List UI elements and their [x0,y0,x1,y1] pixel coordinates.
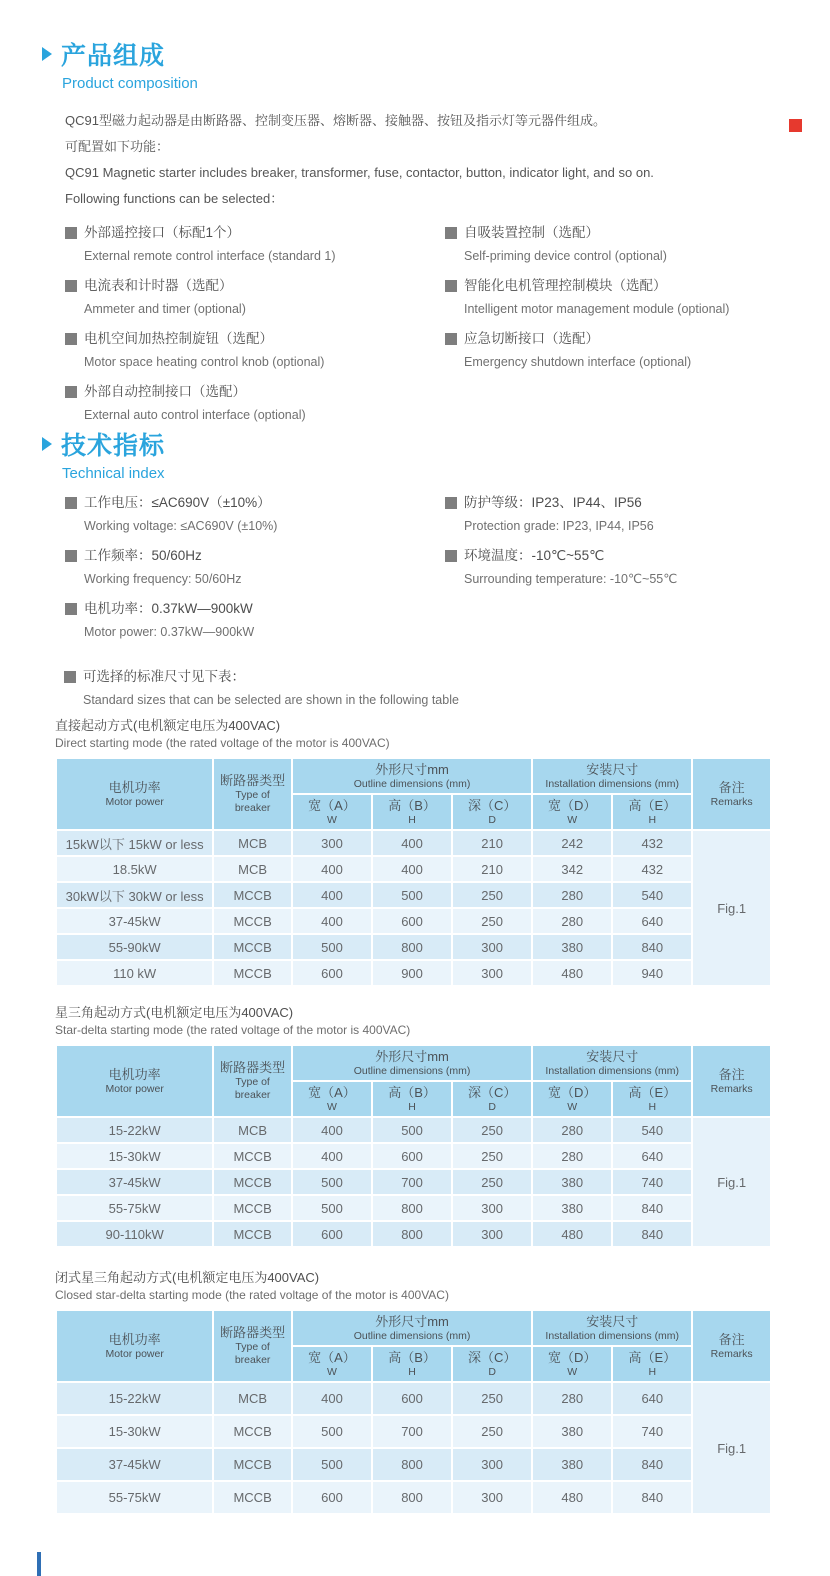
square-bullet-icon [445,550,457,562]
table-cell: 18.5kW [56,856,213,882]
triangle-bullet-icon [42,437,52,451]
table-cell: 740 [612,1415,692,1448]
square-bullet-icon [65,386,77,398]
table-cell: 840 [612,1481,692,1514]
header-width-a: 宽（A） W [292,794,372,830]
feature-column-left [65,222,445,434]
section-header [42,36,790,72]
table-cell: 250 [452,1415,532,1448]
table-cell: 380 [532,1169,612,1195]
section-title-cn: 技术指标 [61,432,166,460]
table-cell: 480 [532,1221,612,1247]
table-row [56,1481,771,1514]
table-cell: 280 [532,908,612,934]
table-cell: 500 [292,1448,372,1481]
table-cell: 400 [292,1143,372,1169]
table-block-closed-star-delta [55,1268,772,1515]
table-cell: 940 [612,960,692,986]
table-cell: 280 [532,882,612,908]
table-cell: 500 [292,1415,372,1448]
table-header-row [56,758,771,830]
table-cell: 250 [452,1169,532,1195]
table-cell: 600 [372,908,452,934]
table-cell: 500 [372,882,452,908]
table-body [56,1382,771,1514]
feature-cn: 电机空间加热控制旋钮（选配） [84,331,273,346]
table-cell: 700 [372,1415,452,1448]
header-remarks: 备注 Remarks [692,1310,771,1382]
table-cell: 55-75kW [56,1481,213,1514]
header-width-d: 宽（D） W [532,1081,612,1117]
table-cell: 37-45kW [56,1448,213,1481]
table-title-en: Closed star-delta starting mode (the rated voltage of the motor is 400VAC) [55,1288,449,1302]
table-row [56,1382,771,1415]
table-cell: 250 [452,908,532,934]
star-delta-table [55,1044,772,1248]
header-outline-dimensions: 外形尺寸mm Outline dimensions (mm) [292,1310,532,1346]
table-cell: 280 [532,1143,612,1169]
header-height-b: 高（B） H [372,1081,452,1117]
header-width-a: 宽（A） W [292,1081,372,1117]
table-cell: 700 [372,1169,452,1195]
table-row [56,1117,771,1143]
spec-item [65,598,445,643]
square-bullet-icon [445,227,457,239]
table-cell: 800 [372,934,452,960]
table-block-star-delta [55,1003,772,1248]
remark-cell: Fig.1 [692,1382,771,1514]
table-cell: 432 [612,830,692,856]
table-cell: 540 [612,882,692,908]
spec-column-right [445,492,790,651]
feature-cn: 外部自动控制接口（选配） [84,384,246,399]
header-outline-dimensions: 外形尺寸mm Outline dimensions (mm) [292,1045,532,1081]
feature-en: External auto control interface (optional) [84,408,306,422]
table-row [56,960,771,986]
remark-cell: Fig.1 [692,830,771,986]
header-outline-dimensions: 外形尺寸mm Outline dimensions (mm) [292,758,532,794]
table-cell: MCCB [213,1143,292,1169]
table-cell: 300 [292,830,372,856]
spec-cn: 电机功率：0.37kW—900kW [84,601,253,616]
feature-cn: 自吸装置控制（选配） [464,225,599,240]
table-cell: 280 [532,1117,612,1143]
table-cell: 15-30kW [56,1415,213,1448]
header-height-b: 高（B） H [372,794,452,830]
table-cell: 300 [452,934,532,960]
table-cell: 250 [452,1143,532,1169]
feature-en: External remote control interface (standard 1) [84,249,336,263]
table-cell: 400 [372,830,452,856]
header-depth-c: 深（C） D [452,1346,532,1382]
table-header-row [56,1310,771,1382]
table-cell: MCB [213,1117,292,1143]
table-cell: 800 [372,1481,452,1514]
table-cell: 480 [532,960,612,986]
table-cell: 800 [372,1195,452,1221]
table-block-direct-starting [55,716,772,987]
table-title-en: Star-delta starting mode (the rated voltage of the motor is 400VAC) [55,1023,411,1037]
table-cell: 380 [532,1448,612,1481]
table-cell: 55-75kW [56,1195,213,1221]
table-title-cn: 直接起动方式(电机额定电压为400VAC) [55,718,281,733]
table-cell: 600 [372,1382,452,1415]
note-cn: 可选择的标准尺寸见下表： [83,669,245,684]
table-cell: 500 [292,934,372,960]
table-cell: 500 [372,1117,452,1143]
table-cell: 740 [612,1169,692,1195]
table-row [56,856,771,882]
header-motor-power: 电机功率 Motor power [56,1045,213,1117]
feature-item [65,381,445,426]
spec-en: Protection grade: IP23, IP44, IP56 [464,519,654,533]
spec-en: Surrounding temperature: -10℃~55℃ [464,572,678,586]
table-cell: 600 [372,1143,452,1169]
header-height-e: 高（E） H [612,1346,692,1382]
table-cell: 300 [452,1221,532,1247]
table-cell: 210 [452,856,532,882]
table-cell: MCCB [213,1481,292,1514]
feature-columns [65,222,790,434]
table-cell: 37-45kW [56,908,213,934]
table-cell: 600 [292,1481,372,1514]
header-breaker-type: 断路器类型 Type of breaker [213,758,292,830]
table-cell: 90-110kW [56,1221,213,1247]
table-cell: MCCB [213,1415,292,1448]
spec-item [445,492,790,537]
table-row [56,908,771,934]
table-header-row [56,1045,771,1117]
triangle-bullet-icon [42,47,52,61]
table-cell: 480 [532,1481,612,1514]
feature-column-right [445,222,790,434]
table-row [56,1195,771,1221]
table-cell: 380 [532,934,612,960]
header-motor-power: 电机功率 Motor power [56,758,213,830]
feature-cn: 电流表和计时器（选配） [84,278,233,293]
intro-paragraph-cn: QC91型磁力起动器是由断路器、控制变压器、熔断器、接触器、按钮及指示灯等元器件组成。 [65,113,606,128]
section-product-composition [42,36,790,434]
square-bullet-icon [445,280,457,292]
table-cell: 400 [292,1117,372,1143]
header-height-e: 高（E） H [612,794,692,830]
table-cell: 600 [292,1221,372,1247]
table-row [56,1448,771,1481]
table-row [56,1169,771,1195]
section-title-cn: 产品组成 [61,42,166,70]
feature-cn: 外部遥控接口（标配1个） [84,225,241,240]
table-cell: 15-22kW [56,1117,213,1143]
closed-star-delta-table [55,1309,772,1515]
feature-en: Emergency shutdown interface (optional) [464,355,692,369]
header-breaker-type: 断路器类型 Type of breaker [213,1310,292,1382]
table-cell: MCCB [213,1448,292,1481]
feature-item [65,275,445,320]
spec-en: Motor power: 0.37kW—900kW [84,625,255,639]
table-cell: MCCB [213,960,292,986]
table-body [56,830,771,986]
spec-item [445,545,790,590]
table-cell: 900 [372,960,452,986]
table-cell: 400 [372,856,452,882]
table-cell: 110 kW [56,960,213,986]
spec-column-left [65,492,445,651]
table-cell: 300 [452,1195,532,1221]
table-cell: 250 [452,882,532,908]
table-cell: 400 [292,908,372,934]
note-en: Standard sizes that can be selected are shown in the following table [83,693,459,707]
section-title-en: Technical index [62,465,165,482]
square-bullet-icon [65,227,77,239]
table-row [56,1143,771,1169]
table-cell: 400 [292,1382,372,1415]
table-cell: 380 [532,1195,612,1221]
square-bullet-icon [65,280,77,292]
table-cell: 840 [612,1221,692,1247]
table-cell: MCCB [213,1221,292,1247]
table-body [56,1117,771,1247]
table-title-cn: 星三角起动方式(电机额定电压为400VAC) [55,1005,294,1020]
feature-item [65,222,445,267]
table-cell: 400 [292,856,372,882]
table-cell: 500 [292,1195,372,1221]
table-row [56,934,771,960]
feature-item [65,328,445,373]
table-cell: 37-45kW [56,1169,213,1195]
square-bullet-icon [65,550,77,562]
table-cell: 432 [612,856,692,882]
table-cell: 55-90kW [56,934,213,960]
table-row [56,882,771,908]
header-installation-dimensions: 安装尺寸 Installation dimensions (mm) [532,1045,692,1081]
feature-en: Ammeter and timer (optional) [84,302,246,316]
table-title-cn: 闭式星三角起动方式(电机额定电压为400VAC) [55,1270,320,1285]
table-cell: 840 [612,1448,692,1481]
table-cell: 600 [292,960,372,986]
feature-item [445,328,790,373]
standard-size-note [64,666,459,719]
spec-en: Working voltage: ≤AC690V (±10%) [84,519,278,533]
section-header [42,426,790,462]
table-cell: 300 [452,1481,532,1514]
blue-edge-mark [37,1552,41,1576]
feature-en: Self-priming device control (optional) [464,249,667,263]
table-cell: 640 [612,1382,692,1415]
spec-cn: 工作频率：50/60Hz [84,548,202,563]
table-cell: 300 [452,1448,532,1481]
table-cell: 280 [532,1382,612,1415]
square-bullet-icon [445,497,457,509]
square-bullet-icon [64,671,76,683]
table-cell: 15-30kW [56,1143,213,1169]
header-width-a: 宽（A） W [292,1346,372,1382]
table-cell: 342 [532,856,612,882]
section-title-en: Product composition [62,75,198,92]
feature-item [445,222,790,267]
spec-item [65,545,445,590]
header-breaker-type: 断路器类型 Type of breaker [213,1045,292,1117]
table-cell: MCCB [213,1169,292,1195]
feature-cn: 智能化电机管理控制模块（选配） [464,278,667,293]
table-cell: MCCB [213,934,292,960]
table-cell: 800 [372,1221,452,1247]
header-depth-c: 深（C） D [452,1081,532,1117]
table-cell: 640 [612,908,692,934]
header-remarks: 备注 Remarks [692,1045,771,1117]
header-remarks: 备注 Remarks [692,758,771,830]
red-square-mark [789,119,802,132]
spec-cn: 环境温度：-10℃~55℃ [464,548,605,563]
square-bullet-icon [65,603,77,615]
feature-cn: 应急切断接口（选配） [464,331,599,346]
table-cell: 250 [452,1117,532,1143]
table-row [56,1221,771,1247]
header-installation-dimensions: 安装尺寸 Installation dimensions (mm) [532,758,692,794]
table-cell: 840 [612,934,692,960]
header-width-d: 宽（D） W [532,1346,612,1382]
header-motor-power: 电机功率 Motor power [56,1310,213,1382]
spec-item [65,492,445,537]
table-cell: MCCB [213,1195,292,1221]
table-cell: 15-22kW [56,1382,213,1415]
header-width-d: 宽（D） W [532,794,612,830]
feature-en: Intelligent motor management module (optional) [464,302,730,316]
config-paragraph-cn: 可配置如下功能： [65,139,170,154]
square-bullet-icon [65,333,77,345]
table-title-en: Direct starting mode (the rated voltage of the motor is 400VAC) [55,736,390,750]
table-row [56,830,771,856]
config-paragraph-en: Following functions can be selected： [65,191,284,206]
header-depth-c: 深（C） D [452,794,532,830]
intro-paragraph-en: QC91 Magnetic starter includes breaker, transformer, fuse, contactor, button, indicator light, and so on. [65,165,654,180]
section-technical-index [42,426,790,651]
table-cell: MCB [213,830,292,856]
table-cell: 840 [612,1195,692,1221]
table-cell: 300 [452,960,532,986]
table-cell: 15kW以下 15kW or less [56,830,213,856]
header-installation-dimensions: 安装尺寸 Installation dimensions (mm) [532,1310,692,1346]
spec-columns [65,492,790,651]
table-cell: 30kW以下 30kW or less [56,882,213,908]
square-bullet-icon [445,333,457,345]
direct-starting-table [55,757,772,987]
table-cell: MCCB [213,882,292,908]
table-cell: 380 [532,1415,612,1448]
spec-en: Working frequency: 50/60Hz [84,572,242,586]
feature-en: Motor space heating control knob (optional) [84,355,325,369]
spec-cn: 防护等级：IP23、IP44、IP56 [464,495,642,510]
feature-item [445,275,790,320]
table-cell: MCB [213,856,292,882]
table-cell: 242 [532,830,612,856]
table-cell: 400 [292,882,372,908]
square-bullet-icon [65,497,77,509]
table-row [56,1415,771,1448]
table-cell: 640 [612,1143,692,1169]
spec-cn: 工作电压：≤AC690V（±10%） [84,495,271,510]
header-height-e: 高（E） H [612,1081,692,1117]
table-cell: MCCB [213,908,292,934]
table-cell: 500 [292,1169,372,1195]
table-cell: MCB [213,1382,292,1415]
table-cell: 540 [612,1117,692,1143]
header-height-b: 高（B） H [372,1346,452,1382]
table-cell: 250 [452,1382,532,1415]
table-cell: 210 [452,830,532,856]
table-cell: 800 [372,1448,452,1481]
remark-cell: Fig.1 [692,1117,771,1247]
